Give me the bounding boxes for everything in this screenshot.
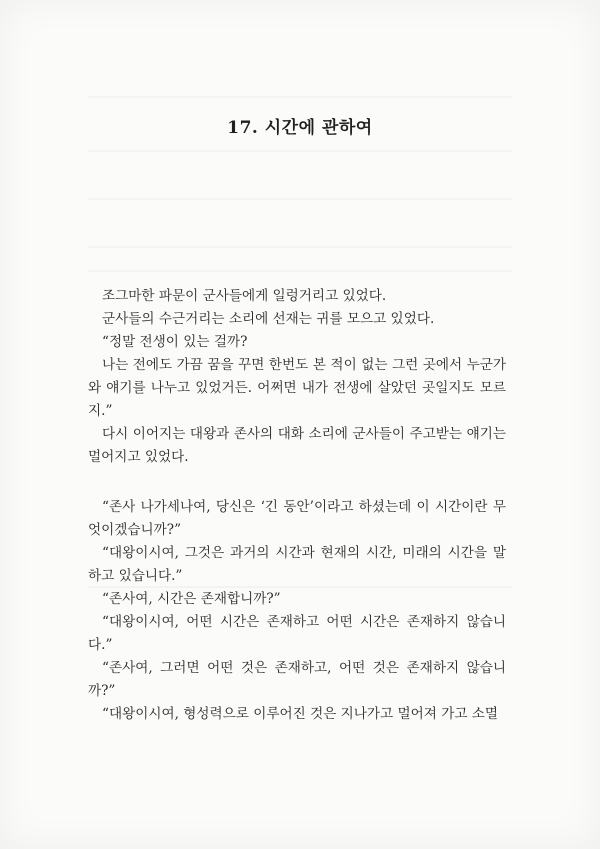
- paragraph: “존사 나가세나여, 당신은 ‘긴 동안’이라고 하셨는데 이 시간이란 무엇이겠습니까?”: [88, 499, 506, 538]
- paragraph: “존사여, 그러면 어떤 것은 존재하고, 어떤 것은 존재하지 않습니까?”: [88, 660, 506, 699]
- body-text: [88, 285, 506, 726]
- section-gap: [88, 469, 506, 496]
- paragraph: “대왕이시여, 형성력으로 이루어진 것은 지나가고 멀어져 가고 소멸: [102, 706, 499, 722]
- bleed-through-line: [88, 96, 512, 98]
- bleed-through-line: [88, 150, 512, 152]
- bleed-through-line: [88, 198, 512, 200]
- paragraph: 다시 이어지는 대왕과 존사의 대화 소리에 군사들이 주고받는 얘기는 멀어지고 있었다.: [88, 426, 506, 465]
- paragraph: “대왕이시여, 그것은 과거의 시간과 현재의 시간, 미래의 시간을 말하고 있습니다.”: [88, 545, 506, 584]
- bleed-through-line: [88, 270, 512, 272]
- paragraph: 나는 전에도 가끔 꿈을 꾸면 한번도 본 적이 없는 그런 곳에서 누군가와 얘기를 나누고 있었거든. 어쩌면 내가 전생에 살았던 곳일지도 모르지.”: [88, 357, 506, 419]
- bleed-through-line: [88, 246, 512, 248]
- paragraph: 조그마한 파문이 군사들에게 일렁거리고 있었다.: [102, 288, 387, 304]
- paragraph: 군사들의 수근거리는 소리에 선재는 귀를 모으고 있었다.: [102, 311, 435, 327]
- chapter-title: 17. 시간에 관하여: [227, 118, 373, 138]
- paragraph: “정말 전생이 있는 걸까?: [102, 334, 248, 350]
- paragraph: “대왕이시여, 어떤 시간은 존재하고 어떤 시간은 존재하지 않습니다.”: [88, 614, 506, 653]
- paragraph: “존사여, 시간은 존재합니까?”: [102, 591, 281, 607]
